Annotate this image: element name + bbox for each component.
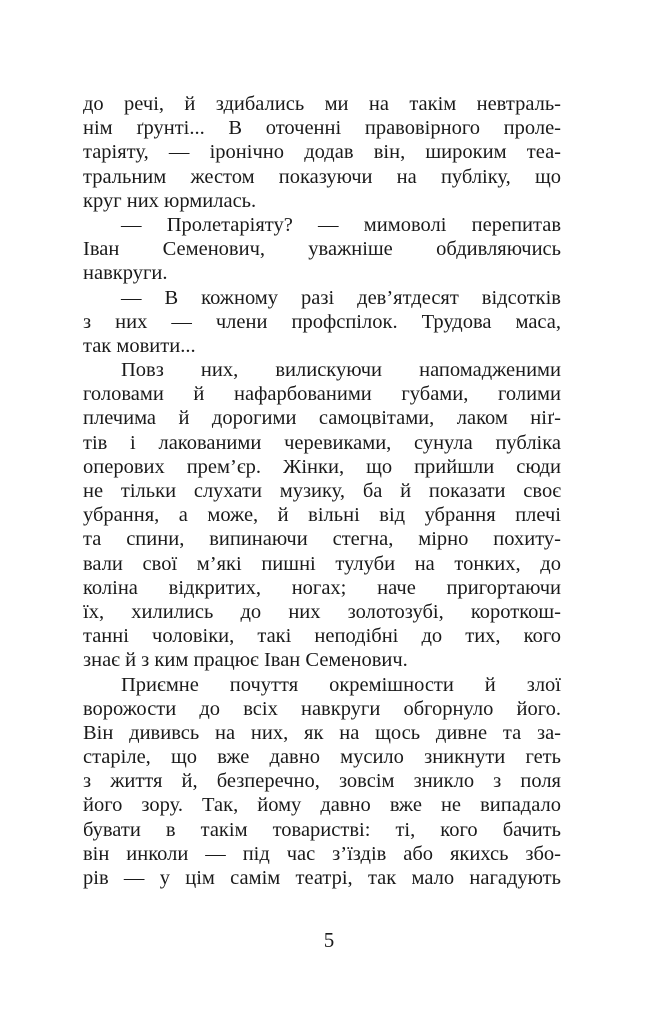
- text-line: не тільки слухати музику, ба й показати своє: [83, 480, 561, 502]
- text-line: їх, хилились до них золотозубі, короткош-: [83, 600, 561, 623]
- text-line: — В кожному разі дев’ятдесят відсотків: [121, 286, 561, 309]
- page-text: [83, 92, 561, 890]
- paragraph: [83, 213, 561, 286]
- text-line: навкруги.: [83, 262, 168, 285]
- text-line: убрання, а може, й вільні від убрання плечі: [83, 504, 561, 527]
- paragraph: [83, 673, 561, 891]
- paragraph: [83, 358, 561, 672]
- text-line: плечима й дорогими самоцвітами, лаком ніґ-: [83, 407, 561, 430]
- text-line: рів — у цім самім театрі, так мало нагадують: [83, 867, 561, 889]
- text-line: та спини, випинаючи стегна, мірно похиту-: [83, 528, 561, 551]
- text-line: оперових прем’єр. Жінки, що прийшли сюди: [83, 455, 561, 478]
- text-line: з них — члени профспілок. Трудова маса,: [83, 310, 561, 333]
- text-line: таріяту, — іронічно додав він, широким теа-: [83, 141, 561, 164]
- text-line: з життя й, безперечно, зовсім зникло з поля: [83, 770, 561, 793]
- text-line: до речі, й здибались ми на такім невтраль-: [83, 93, 561, 115]
- text-line: ворожости до всіх навкруги обгорнуло його.: [83, 697, 561, 720]
- text-line: коліна відкритих, ногах; наче пригортаючи: [83, 576, 561, 599]
- text-line: танні чоловіки, такі неподібні до тих, кого: [83, 625, 561, 648]
- paragraph: [83, 286, 561, 359]
- text-line: так мовити...: [83, 334, 196, 357]
- text-line: бувати в такім товаристві: ті, кого бачить: [83, 818, 561, 841]
- text-line: нім ґрунті... В оточенні правовірного проле-: [83, 117, 561, 140]
- text-line: знає й з ким працює Іван Семенович.: [83, 649, 408, 672]
- text-line: — Пролетаріяту? — мимоволі перепитав: [121, 213, 561, 236]
- page-number: 5: [323, 928, 335, 952]
- text-line: Приємне почуття окремішности й злої: [121, 673, 561, 696]
- text-line: Іван Семенович, уважніше обдивляючись: [83, 238, 561, 261]
- paragraph: [83, 92, 561, 213]
- text-line: Він дививсь на них, як на щось дивне та за-: [83, 721, 561, 744]
- text-line: головами й нафарбованими губами, голими: [83, 383, 561, 406]
- text-line: тів і лакованими черевиками, сунула публіка: [83, 431, 561, 454]
- text-line: тральним жестом показуючи на публіку, що: [83, 165, 561, 188]
- text-line: Повз них, вилискуючи напомадженими: [121, 359, 561, 382]
- text-line: його зору. Так, йому давно вже не випадало: [83, 794, 561, 817]
- text-line: вали свої м’які пишні тулуби на тонких, до: [83, 552, 561, 575]
- text-line: старіле, що вже давно мусило зникнути геть: [83, 746, 561, 769]
- text-line: він инколи — під час з’їздів або якихсь збо-: [83, 842, 561, 865]
- text-line: круг них юрмилась.: [83, 189, 257, 212]
